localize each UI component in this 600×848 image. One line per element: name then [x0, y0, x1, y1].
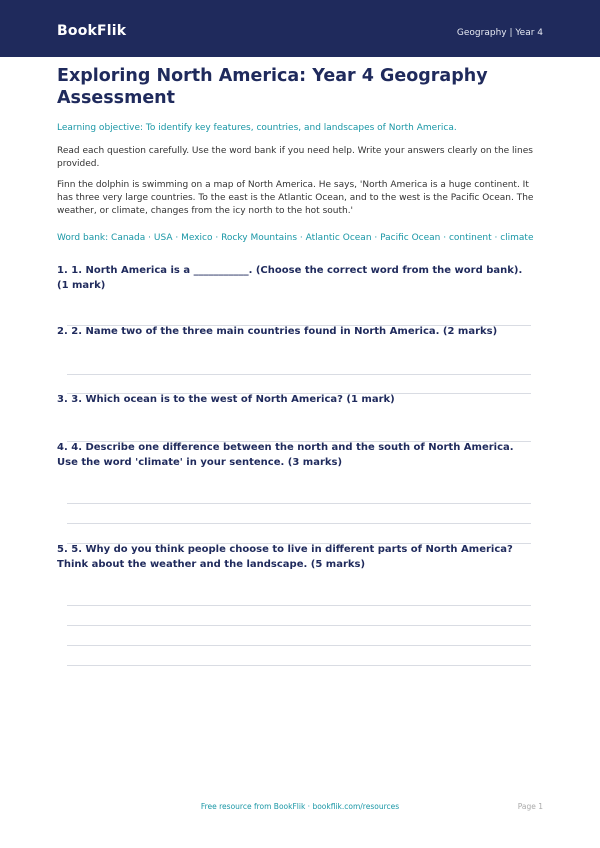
header-bar — [0, 0, 600, 57]
answer-line[interactable] — [67, 645, 531, 646]
answer-line[interactable] — [67, 374, 531, 375]
page-number: Page 1 — [517, 802, 543, 811]
answer-line[interactable] — [67, 625, 531, 626]
page-title: Exploring North America: Year 4 Geography Assessment — [57, 66, 488, 108]
answer-line[interactable] — [67, 665, 531, 666]
question-5: 5. 5. Why do you think people choose to live in different parts of North America? Think about the weather and the landscape. (5 marks) — [57, 544, 513, 570]
learning-objective: Learning objective: To identify key features, countries, and landscapes of North America. — [57, 123, 457, 133]
answer-line[interactable] — [67, 523, 531, 524]
answer-line[interactable] — [67, 503, 531, 504]
question-2: 2. 2. Name two of the three main countries found in North America. (2 marks) — [57, 326, 498, 337]
brand-logo: BookFlik — [57, 23, 127, 39]
question-4: 4. 4. Describe one difference between the north and the south of North America. Use the word 'climate' in your sentence. (3 marks) — [57, 442, 514, 468]
word-bank: Word bank: Canada · USA · Mexico · Rocky Mountains · Atlantic Ocean · Pacific Ocean · continent · climate — [57, 233, 534, 243]
passage-text: Finn the dolphin is swimming on a map of North America. He says, 'North America is a huge continent. It has three very large countries. To the east is the Atlantic Ocean, and to the west is the Pacific Ocean. The weather, or climate, changes from the icy north to the hot south.' — [57, 180, 534, 216]
footer-credit: Free resource from BookFlik · bookflik.com/resources — [200, 802, 400, 811]
subject-label: Geography | Year 4 — [456, 28, 543, 38]
question-3: 3. 3. Which ocean is to the west of North America? (1 mark) — [57, 394, 395, 405]
instructions-text: Read each question carefully. Use the word bank if you need help. Write your answers clearly on the lines provided. — [57, 146, 533, 169]
answer-line[interactable] — [67, 605, 531, 606]
question-1: 1. 1. North America is a ___________. (Choose the correct word from the word bank). (1 mark) — [57, 265, 523, 291]
